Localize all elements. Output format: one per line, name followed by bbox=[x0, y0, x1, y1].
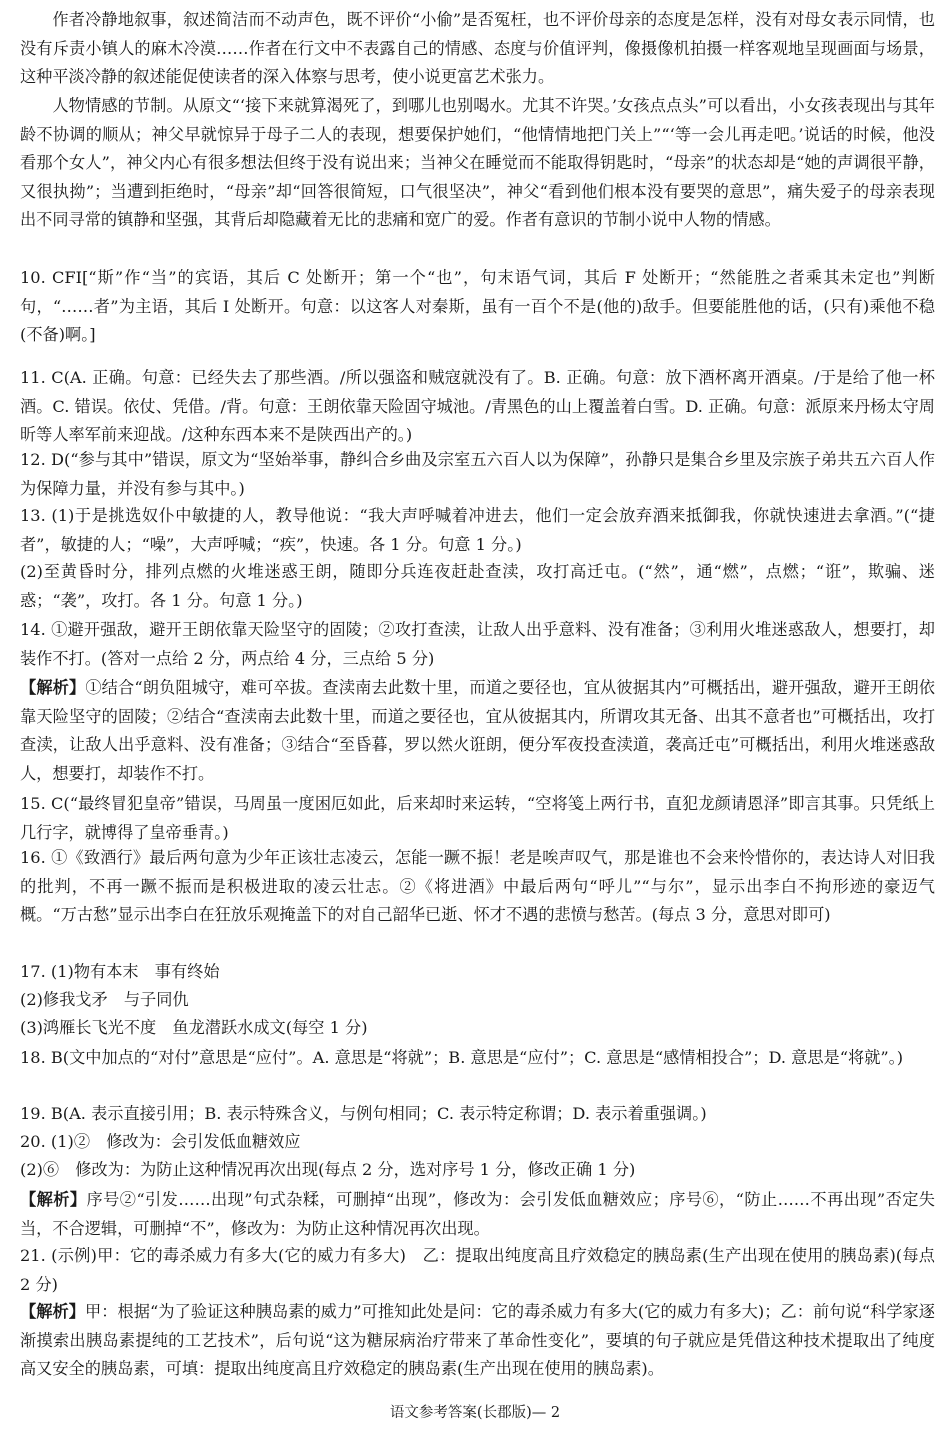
answer-14: 14. ①避开强敌，避开王朗依靠天险坚守的固陵；②攻打查渎，让敌人出乎意料、没有准备；③利用火堆迷惑敌人，想要打，却装作不打。(答对一点给 2 分，两点给 4 分，三点给 5 分) bbox=[20, 620, 935, 668]
answer-21: 21. (示例)甲：它的毒杀威力有多大(它的威力有多大) 乙：提取出纯度高且疗效稳定的胰岛素(生产出现在使用的胰岛素)(每点 2 分) bbox=[20, 1246, 935, 1294]
answer-11: 11. C(A. 正确。句意：已经失去了那些酒。/所以强盗和贼寇就没有了。B. 正确。句意：放下酒杯离开酒桌。/于是给了他一杯酒。C. 错误。依仗、凭借。/背。句意：王朗依靠天险固守城池。/青黑色的山上覆盖着白雪。D. 正确。句意：派原来丹杨太守周昕等人率军前来迎战。/这种东西本来不是陕西出产的。) bbox=[20, 368, 935, 445]
answer-19: 19. B(A. 表示直接引用；B. 表示特殊含义，与例句相同；C. 表示特定称谓；D. 表示着重强调。) bbox=[20, 1104, 707, 1123]
answer-13-part2: (2)至黄昏时分，排列点燃的火堆迷惑王朗，随即分兵连夜赶赴查渎，攻打高迁屯。(“然”，通“燃”，点燃；“诳”，欺骗、迷惑；“袭”，攻打。各 1 分。句意 1 分。) bbox=[20, 562, 935, 610]
intro-paragraph-emotion: 人物情感的节制。从原文“‘接下来就算渴死了，到哪儿也别喝水。尤其不许哭。’女孩点点头”可以看出，小女孩表现出与其年龄不协调的顺从；神父早就惊异于母子二人的表现，想要保护她们，“他情情地把门关上”“‘等一会儿再走吧。’说话的时候，他没看那个女人”，神父内心有很多想法但终于没有说出来；当神父在睡觉而不能取得钥匙时，“母亲”的状态却是“她的声调很平静，又很执拗”；当遭到拒绝时，“母亲”却“回答很简短，口气很坚决”，神父“看到他们根本没有要哭的意思”，痛失爱子的母亲表现出不同寻常的镇静和坚强，其背后却隐藏着无比的悲痛和宽广的爱。作者有意识的节制小说中人物的情感。 bbox=[20, 96, 935, 230]
answer-18: 18. B(文中加点的“对付”意思是“应付”。A. 意思是“将就”；B. 意思是“应付”；C. 意思是“感情相投合”；D. 意思是“将就”。) bbox=[20, 1048, 904, 1067]
explanation-tag: 【解析】 bbox=[20, 1302, 85, 1321]
answer-20-part2: (2)⑥ 修改为：为防止这种情况再次出现(每点 2 分，选对序号 1 分，修改正确 1 分) bbox=[20, 1160, 636, 1179]
answer-17-part3: (3)鸿雁长飞光不度 鱼龙潜跃水成文(每空 1 分) bbox=[20, 1018, 368, 1037]
answer-13-part1: 13. (1)于是挑选奴仆中敏捷的人，教导他说：“我大声呼喊着冲进去，他们一定会放弃酒来抵御我，你就快速进去拿酒。”(“捷者”，敏捷的人；“噪”，大声呼喊；“疾”，快速。各 1 分。句意 1 分。) bbox=[20, 506, 935, 554]
intro-paragraph-narration: 作者冷静地叙事，叙述简洁而不动声色，既不评价“小偷”是否冤枉，也不评价母亲的态度是怎样，没有对母女表示同情，也没有斥责小镇人的麻木冷漠……作者在行文中不表露自己的情感、态度与价值评判，像摄像机拍摄一样客观地呈现画面与场景，这种平淡冷静的叙述能促使读者的深入体察与思考，使小说更富艺术张力。 bbox=[20, 10, 935, 87]
answer-10: 10. CFI[“斯”作“当”的宾语，其后 C 处断开；第一个“也”，句末语气词，其后 F 处断开；“然能胜之者乘其未定也”判断句，“……者”为主语，其后 I 处断开。句意：以这客人对秦斯，虽有一百个不是(他的)敌手。但要能胜他的话，(只有)乘他不稳(不备)啊。] bbox=[20, 268, 935, 345]
explanation-tag: 【解析】 bbox=[20, 1190, 87, 1209]
explanation-tag: 【解析】 bbox=[20, 678, 86, 697]
explanation-20 bbox=[20, 1186, 935, 1243]
explanation-21 bbox=[20, 1298, 935, 1384]
answer-16: 16. ①《致酒行》最后两句意为少年正该壮志凌云，怎能一蹶不振！老是唉声叹气，那是谁也不会来怜惜你的，表达诗人对旧我的批判，不再一蹶不振而是积极进取的凌云壮志。②《将进酒》中最后两句“呼儿”“与尔”，显示出李白不拘形迹的豪迈气概。“万古愁”显示出李白在狂放乐观掩盖下的对自己韶华已逝、怀才不遇的悲愤与愁苦。(每点 3 分，意思对即可) bbox=[20, 848, 935, 925]
explanation-text: 甲：根据“为了验证这种胰岛素的威力”可推知此处是问：它的毒杀威力有多大(它的威力有多大)；乙：前句说“科学家逐渐摸索出胰岛素提纯的工艺技术”，后句说“这为糖尿病治疗带来了革命性变化”，要填的句子就应是凭借这种技术提取出了纯度高又安全的胰岛素，可填：提取出纯度高且疗效稳定的胰岛素(生产出现在使用的胰岛素)。 bbox=[20, 1302, 935, 1379]
answer-17-part2: (2)修我戈矛 与子同仇 bbox=[20, 990, 189, 1009]
answer-12: 12. D(“参与其中”错误，原文为“坚始举事，静纠合乡曲及宗室五六百人以为保障”，孙静只是集合乡里及宗族子弟共五六百人作为保障力量，并没有参与其中。) bbox=[20, 450, 935, 498]
answer-20-part1: 20. (1)② 修改为：会引发低血糖效应 bbox=[20, 1132, 301, 1151]
answer-17-part1: 17. (1)物有本末 事有终始 bbox=[20, 962, 220, 981]
explanation-text: ①结合“朗负阻城守，难可卒拔。查渎南去此数十里，而道之要径也，宜从彼据其内”可概括出，避开强敌，避开王朗依靠天险坚守的固陵；②结合“查渎南去此数十里，而道之要径也，宜从彼据其内，所谓攻其无备、出其不意者也”可概括出，攻打查渎，让敌人出乎意料、没有准备；③结合“至昏暮，罗以然火诳朗，便分军夜投查渎道，袭高迁屯”可概括出，利用火堆迷惑敌人，想要打，却装作不打。 bbox=[20, 678, 936, 783]
answer-15: 15. C(“最终冒犯皇帝”错误，马周虽一度困厄如此，后来却时来运转，“空将笺上两行书，直犯龙颜请恩泽”即言其事。只凭纸上几行字，就博得了皇帝垂青。) bbox=[20, 794, 935, 842]
page-footer: 语文参考答案(长郡版)— 2 bbox=[389, 1405, 561, 1421]
explanation-14 bbox=[20, 674, 935, 788]
explanation-text: 序号②“引发……出现”句式杂糅，可删掉“出现”，修改为：会引发低血糖效应；序号⑥，“防止……不再出现”否定失当，不合逻辑，可删掉“不”，修改为：为防止这种情况再次出现。 bbox=[20, 1190, 935, 1238]
